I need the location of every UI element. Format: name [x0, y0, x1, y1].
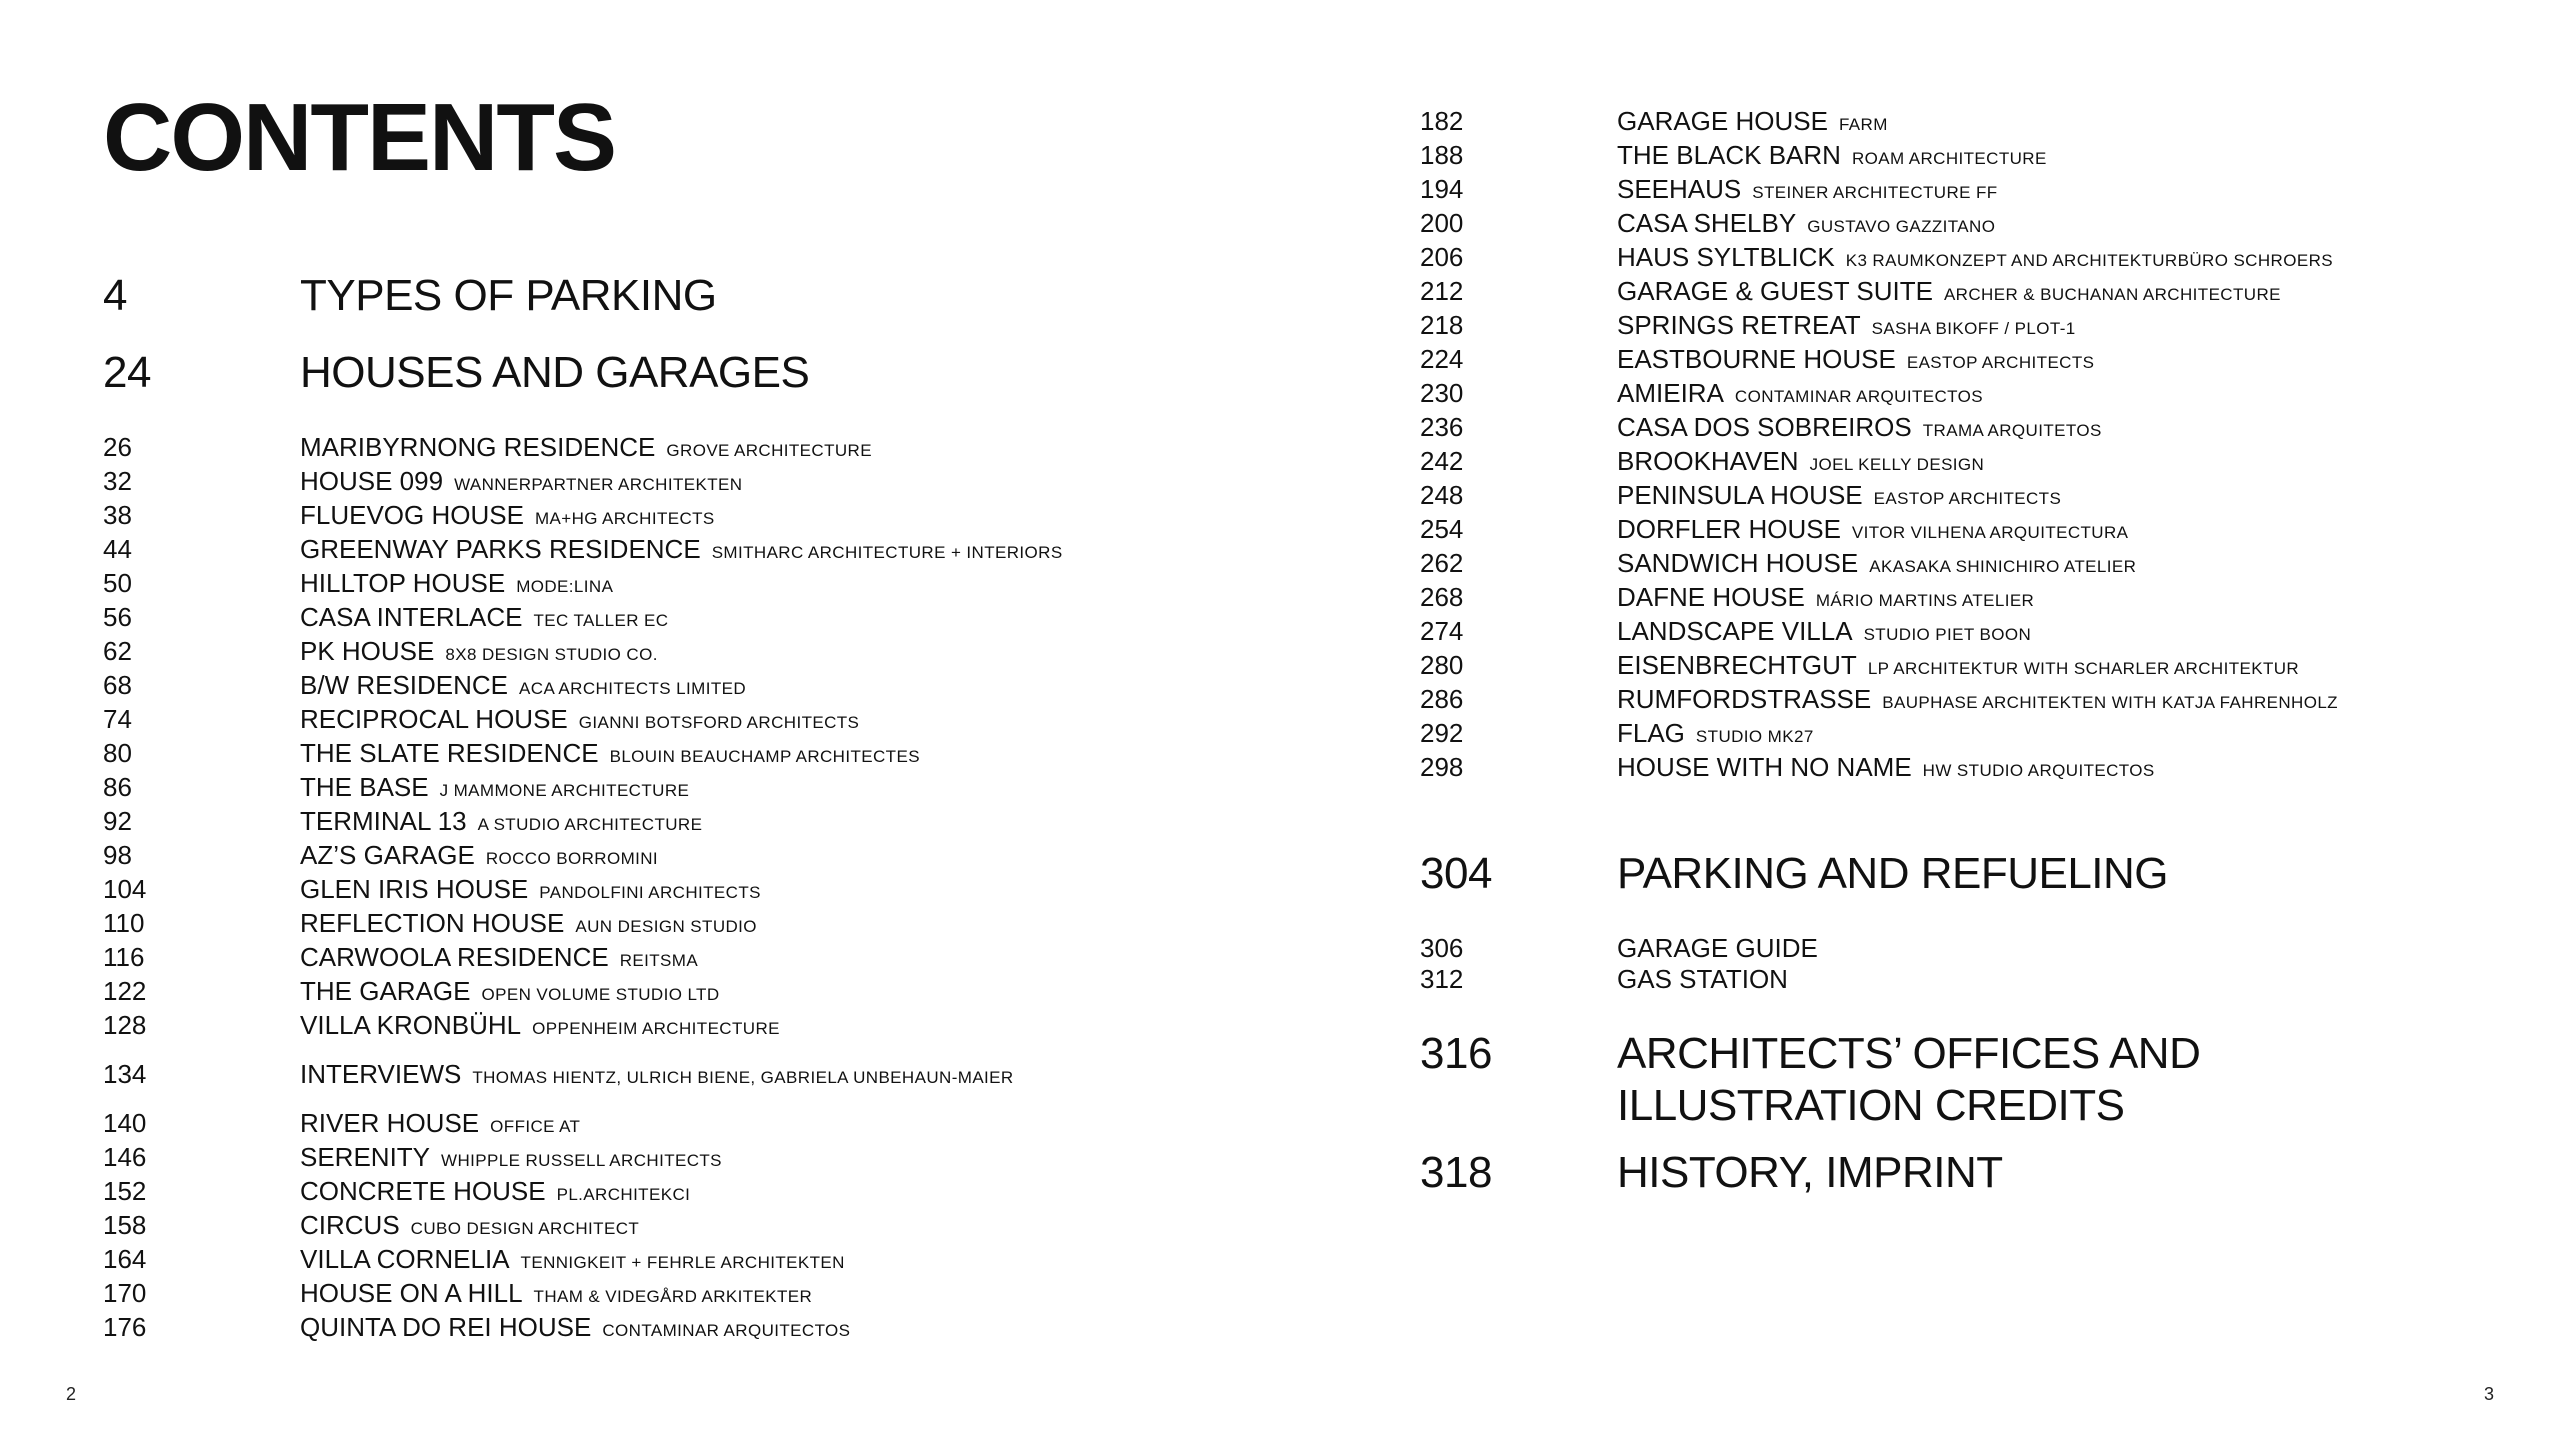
entry-architect: GIANNI BOTSFORD ARCHITECTS: [578, 713, 860, 732]
entry-list: [1420, 106, 2338, 786]
toc-entry: [1420, 684, 2338, 718]
entry-architect: JOEL KELLY DESIGN: [1809, 455, 1985, 474]
toc-entry: [103, 772, 1063, 806]
section-title: HISTORY, IMPRINT: [1617, 1148, 2003, 1197]
entry-title: MARIBYRNONG RESIDENCE: [300, 432, 656, 462]
entry-page-number: 248: [1420, 480, 1464, 510]
entry-page-number: 312: [1420, 964, 1464, 994]
entry-architect: SMITHARC ARCHITECTURE + INTERIORS: [711, 543, 1063, 562]
entry-title: AMIEIRA: [1617, 378, 1724, 408]
toc-entry: [103, 908, 1063, 942]
entry-page-number: 122: [103, 976, 147, 1006]
entry-architect: FARM: [1838, 115, 1888, 134]
entry-title: SERENITY: [300, 1142, 431, 1172]
entry-title: FLUEVOG HOUSE: [300, 500, 524, 530]
entry-title: REFLECTION HOUSE: [300, 908, 565, 938]
entry-architect: J MAMMONE ARCHITECTURE: [439, 781, 690, 800]
toc-entry: [103, 840, 1063, 874]
toc-entry: [1420, 344, 2338, 378]
entry-architect: ARCHER & BUCHANAN ARCHITECTURE: [1943, 285, 2281, 304]
toc-entry: [103, 1278, 1063, 1312]
entry-architect: MODE:LINA: [516, 577, 614, 596]
toc-entry: [103, 602, 1063, 636]
toc-section: [103, 270, 1063, 322]
toc-entry: [103, 704, 1063, 738]
entry-title: CASA SHELBY: [1617, 208, 1797, 238]
entry-title: EISENBRECHTGUT: [1617, 650, 1857, 680]
section-page-number: 24: [103, 348, 151, 397]
entry-page-number: 254: [1420, 514, 1464, 544]
section-title: ARCHITECTS’ OFFICES AND ILLUSTRATION CREDITS: [1617, 1029, 2201, 1130]
entry-title: CARWOOLA RESIDENCE: [300, 942, 609, 972]
toc-entry: [1420, 514, 2338, 548]
entry-page-number: 200: [1420, 208, 1464, 238]
toc-entry: [103, 1210, 1063, 1244]
entry-page-number: 134: [103, 1059, 147, 1089]
entry-title: CASA DOS SOBREIROS: [1617, 412, 1912, 442]
entry-list: [103, 1059, 1063, 1093]
entry-architect: BAUPHASE ARCHITEKTEN WITH KATJA FAHRENHOLZ: [1882, 693, 2338, 712]
toc-entry: [1420, 480, 2338, 514]
section-page-number: 318: [1420, 1148, 1492, 1197]
entry-page-number: 212: [1420, 276, 1464, 306]
entry-architect: TEC TALLER EC: [533, 611, 669, 630]
toc-entry: [1420, 582, 2338, 616]
entry-page-number: 152: [103, 1176, 147, 1206]
entry-architect: WANNERPARTNER ARCHITEKTEN: [454, 475, 743, 494]
entry-title: HOUSE 099: [300, 466, 444, 496]
entry-title: RECIPROCAL HOUSE: [300, 704, 568, 734]
entry-title: GAS STATION: [1617, 964, 1788, 994]
entry-architect: OPPENHEIM ARCHITECTURE: [532, 1019, 780, 1038]
entry-architect: VITOR VILHENA ARQUITECTURA: [1851, 523, 2129, 542]
entry-architect: PL.ARCHITEKCI: [556, 1185, 691, 1204]
entry-title: QUINTA DO REI HOUSE: [300, 1312, 592, 1342]
section-title: PARKING AND REFUELING: [1617, 849, 2169, 898]
toc-left: [103, 270, 1063, 1346]
entry-title: GARAGE GUIDE: [1617, 933, 1818, 963]
toc-entry: [103, 466, 1063, 500]
entry-title: LANDSCAPE VILLA: [1617, 616, 1853, 646]
toc-entry: [103, 670, 1063, 704]
entry-architect: HW STUDIO ARQUITECTOS: [1922, 761, 2155, 780]
entry-page-number: 298: [1420, 752, 1464, 782]
toc-entry: [1420, 378, 2338, 412]
entry-page-number: 158: [103, 1210, 147, 1240]
toc-entry: [103, 500, 1063, 534]
entry-page-number: 268: [1420, 582, 1464, 612]
entry-page-number: 230: [1420, 378, 1464, 408]
section-page-number: 316: [1420, 1029, 1492, 1078]
entry-page-number: 182: [1420, 106, 1464, 136]
toc-entry: [1420, 964, 2338, 995]
entry-architect: THAM & VIDEGÅRD ARKITEKTER: [533, 1287, 813, 1306]
entry-architect: K3 RAUMKONZEPT AND ARCHITEKTURBÜRO SCHROERS: [1845, 251, 2333, 270]
entry-architect: CUBO DESIGN ARCHITECT: [410, 1219, 640, 1238]
entry-architect: OFFICE AT: [490, 1117, 581, 1136]
entry-title: SANDWICH HOUSE: [1617, 548, 1859, 578]
entry-page-number: 74: [103, 704, 132, 734]
toc-entry: [103, 874, 1063, 908]
entry-title: FLAG: [1617, 718, 1685, 748]
entry-title: RIVER HOUSE: [300, 1108, 480, 1138]
entry-page-number: 92: [103, 806, 132, 836]
entry-architect: CONTAMINAR ARQUITECTOS: [1734, 387, 1984, 406]
entry-title: VILLA CORNELIA: [300, 1244, 510, 1274]
entry-page-number: 280: [1420, 650, 1464, 680]
entry-title: SPRINGS RETREAT: [1617, 310, 1861, 340]
entry-architect: TENNIGKEIT + FEHRLE ARCHITEKTEN: [520, 1253, 845, 1272]
entry-title: GARAGE & GUEST SUITE: [1617, 276, 1933, 306]
entry-title: THE BLACK BARN: [1617, 140, 1841, 170]
entry-architect: BLOUIN BEAUCHAMP ARCHITECTES: [609, 747, 920, 766]
section-title: HOUSES AND GARAGES: [300, 348, 810, 397]
entry-title: THE BASE: [300, 772, 429, 802]
entry-title: INTERVIEWS: [300, 1059, 462, 1089]
toc-section: [1420, 1147, 2338, 1199]
entry-page-number: 224: [1420, 344, 1464, 374]
entry-page-number: 110: [103, 908, 145, 938]
entry-architect: OPEN VOLUME STUDIO LTD: [481, 985, 720, 1004]
toc-section: [103, 347, 1063, 399]
toc-entry: [103, 1108, 1063, 1142]
entry-page-number: 146: [103, 1142, 147, 1172]
entry-page-number: 164: [103, 1244, 147, 1274]
entry-page-number: 68: [103, 670, 132, 700]
entry-architect: ROCCO BORROMINI: [485, 849, 659, 868]
entry-architect: GUSTAVO GAZZITANO: [1807, 217, 1996, 236]
toc-entry: [1420, 310, 2338, 344]
entry-title: DORFLER HOUSE: [1617, 514, 1841, 544]
entry-page-number: 262: [1420, 548, 1464, 578]
right-page: [1280, 0, 2560, 1434]
toc-entry: [1420, 616, 2338, 650]
entry-list: [1420, 933, 2338, 995]
entry-architect: ROAM ARCHITECTURE: [1851, 149, 2047, 168]
toc-entry: [1420, 242, 2338, 276]
entry-architect: MÁRIO MARTINS ATELIER: [1815, 591, 2035, 610]
toc-entry: [103, 1010, 1063, 1044]
toc-entry: [103, 1059, 1063, 1093]
toc-entry: [103, 806, 1063, 840]
entry-architect: CONTAMINAR ARQUITECTOS: [602, 1321, 851, 1340]
toc-entry: [1420, 208, 2338, 242]
toc-entry: [103, 636, 1063, 670]
entry-title: DAFNE HOUSE: [1617, 582, 1805, 612]
entry-title: THE SLATE RESIDENCE: [300, 738, 599, 768]
entry-page-number: 86: [103, 772, 132, 802]
toc-entry: [103, 1176, 1063, 1210]
entry-list: [103, 1108, 1063, 1346]
entry-title: CIRCUS: [300, 1210, 400, 1240]
entry-architect: EASTOP ARCHITECTS: [1906, 353, 2095, 372]
entry-architect: TRAMA ARQUITETOS: [1922, 421, 2102, 440]
entry-title: CONCRETE HOUSE: [300, 1176, 546, 1206]
entry-title: CASA INTERLACE: [300, 602, 523, 632]
entry-architect: AKASAKA SHINICHIRO ATELIER: [1869, 557, 2137, 576]
entry-title: HAUS SYLTBLICK: [1617, 242, 1835, 272]
toc-entry: [1420, 548, 2338, 582]
entry-page-number: 274: [1420, 616, 1464, 646]
entry-page-number: 170: [103, 1278, 147, 1308]
toc-entry: [1420, 412, 2338, 446]
entry-architect: STUDIO MK27: [1695, 727, 1814, 746]
entry-page-number: 176: [103, 1312, 147, 1342]
entry-page-number: 306: [1420, 933, 1464, 963]
section-page-number: 4: [103, 271, 127, 320]
entry-page-number: 32: [103, 466, 132, 496]
entry-page-number: 188: [1420, 140, 1464, 170]
entry-architect: STEINER ARCHITECTURE FF: [1752, 183, 1998, 202]
entry-page-number: 236: [1420, 412, 1464, 442]
entry-title: VILLA KRONBÜHL: [300, 1010, 522, 1040]
section-title: TYPES OF PARKING: [300, 271, 717, 320]
toc-entry: [103, 568, 1063, 602]
entry-architect: GROVE ARCHITECTURE: [666, 441, 872, 460]
entry-title: SEEHAUS: [1617, 174, 1742, 204]
toc-entry: [1420, 276, 2338, 310]
entry-title: EASTBOURNE HOUSE: [1617, 344, 1896, 374]
toc-entry: [103, 1312, 1063, 1346]
toc-entry: [103, 534, 1063, 568]
toc-entry: [1420, 106, 2338, 140]
entry-architect: WHIPPLE RUSSELL ARCHITECTS: [441, 1151, 722, 1170]
toc-section: [1420, 1028, 2338, 1132]
entry-title: RUMFORDSTRASSE: [1617, 684, 1872, 714]
toc-entry: [103, 432, 1063, 466]
entry-title: TERMINAL 13: [300, 806, 467, 836]
toc-entry: [1420, 174, 2338, 208]
toc-entry: [1420, 446, 2338, 480]
entry-title: PK HOUSE: [300, 636, 435, 666]
entry-architect: LP ARCHITEKTUR WITH SCHARLER ARCHITEKTUR: [1867, 659, 2300, 678]
entry-page-number: 26: [103, 432, 132, 462]
entry-title: AZ’S GARAGE: [300, 840, 475, 870]
entry-page-number: 194: [1420, 174, 1464, 204]
entry-architect: THOMAS HIENTZ, ULRICH BIENE, GABRIELA UNBEHAUN-MAIER: [472, 1068, 1014, 1087]
entry-title: B/W RESIDENCE: [300, 670, 509, 700]
entry-architect: REITSMA: [619, 951, 699, 970]
toc-section: [1420, 848, 2338, 900]
entry-page-number: 206: [1420, 242, 1464, 272]
toc-entry: [103, 738, 1063, 772]
entry-page-number: 80: [103, 738, 132, 768]
toc-entry: [1420, 650, 2338, 684]
entry-page-number: 56: [103, 602, 132, 632]
entry-architect: A STUDIO ARCHITECTURE: [477, 815, 703, 834]
entry-page-number: 98: [103, 840, 132, 870]
entry-title: HOUSE ON A HILL: [300, 1278, 523, 1308]
toc-entry: [1420, 933, 2338, 964]
entry-title: GLEN IRIS HOUSE: [300, 874, 529, 904]
toc-entry: [1420, 718, 2338, 752]
page-number: 3: [2483, 1384, 2494, 1404]
entry-page-number: 242: [1420, 446, 1464, 476]
toc-entry: [103, 976, 1063, 1010]
entry-architect: MA+HG ARCHITECTS: [534, 509, 715, 528]
entry-title: PENINSULA HOUSE: [1617, 480, 1863, 510]
entry-page-number: 218: [1420, 310, 1464, 340]
page-title: CONTENTS: [103, 84, 615, 191]
entry-architect: AUN DESIGN STUDIO: [575, 917, 757, 936]
entry-page-number: 44: [103, 534, 132, 564]
page-number: 2: [66, 1384, 77, 1404]
toc-entry: [1420, 140, 2338, 174]
entry-title: GREENWAY PARKS RESIDENCE: [300, 534, 701, 564]
entry-title: HILLTOP HOUSE: [300, 568, 506, 598]
entry-list: [103, 432, 1063, 1044]
entry-architect: 8X8 DESIGN STUDIO CO.: [445, 645, 658, 664]
entry-page-number: 62: [103, 636, 132, 666]
section-page-number: 304: [1420, 849, 1492, 898]
entry-architect: PANDOLFINI ARCHITECTS: [539, 883, 761, 902]
entry-title: GARAGE HOUSE: [1617, 106, 1828, 136]
entry-page-number: 292: [1420, 718, 1464, 748]
entry-page-number: 140: [103, 1108, 147, 1138]
entry-title: BROOKHAVEN: [1617, 446, 1799, 476]
entry-page-number: 128: [103, 1010, 147, 1040]
entry-architect: SASHA BIKOFF / PLOT-1: [1871, 319, 2076, 338]
entry-architect: ACA ARCHITECTS LIMITED: [519, 679, 747, 698]
entry-title: THE GARAGE: [300, 976, 471, 1006]
entry-architect: EASTOP ARCHITECTS: [1873, 489, 2062, 508]
entry-title: HOUSE WITH NO NAME: [1617, 752, 1912, 782]
toc-entry: [103, 942, 1063, 976]
toc-entry: [103, 1142, 1063, 1176]
entry-page-number: 286: [1420, 684, 1464, 714]
entry-page-number: 116: [103, 942, 145, 972]
toc-entry: [103, 1244, 1063, 1278]
toc-entry: [1420, 752, 2338, 786]
toc-right: [1420, 106, 2338, 1199]
entry-architect: STUDIO PIET BOON: [1863, 625, 2032, 644]
entry-page-number: 38: [103, 500, 132, 530]
entry-page-number: 50: [103, 568, 132, 598]
entry-page-number: 104: [103, 874, 147, 904]
